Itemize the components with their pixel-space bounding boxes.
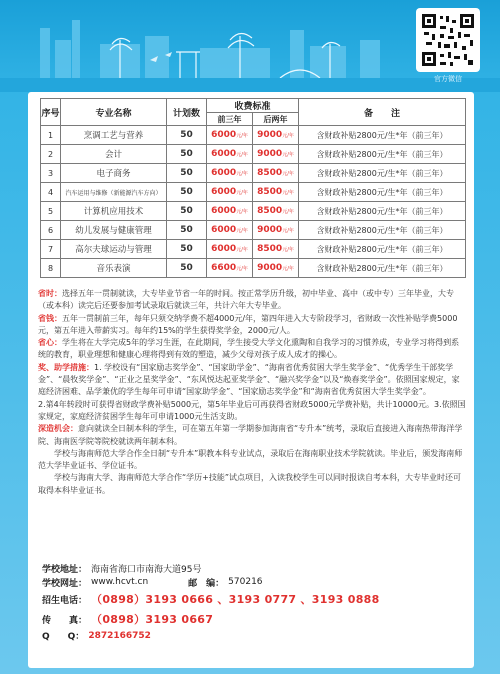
fee-first-value: 6000	[211, 206, 237, 216]
save-time-text: 选择五年一贯制就读，大专毕业节省一年的时间。按正常学历升级，初中毕业、高中（或中专）三年毕业，大专（或本科）读完后还要参加考试录取后就读三年，共计六年大专毕业。	[38, 289, 454, 311]
phone-numbers[interactable]: （0898）3193 0666 、3193 0777 、3193 0888	[91, 593, 380, 606]
fax-label: 传 真：	[42, 615, 88, 626]
phone-row	[42, 589, 462, 609]
address-row	[42, 562, 462, 576]
fee-later-value: 8500	[257, 168, 283, 178]
section-save-money	[38, 313, 466, 338]
fee-later-value: 9000	[257, 130, 283, 140]
table-row	[41, 259, 466, 278]
table-row	[41, 183, 466, 202]
row-major: 计算机应用技术	[61, 202, 167, 221]
table-row	[41, 221, 466, 240]
contact-block	[42, 562, 462, 643]
row-no: 5	[41, 202, 61, 221]
fax-number: （0898）3193 0667	[91, 613, 214, 626]
postcode-label: 邮 编：	[188, 578, 225, 589]
fee-first-value: 6000	[211, 225, 237, 235]
website-label: 学校网址：	[42, 578, 88, 589]
row-note: 含财政补贴2800元/生*年（前三年）	[299, 183, 466, 202]
save-worry-label: 省心：	[38, 338, 62, 348]
fee-unit: 元/年	[236, 152, 248, 158]
row-fee-first	[207, 145, 253, 164]
fee-first-value: 6000	[211, 130, 237, 140]
fee-first-value: 6000	[211, 149, 237, 159]
website-link[interactable]: www.hcvt.cn	[91, 577, 149, 588]
fee-first-value: 6000	[211, 168, 237, 178]
content-card	[28, 92, 474, 668]
fee-later-value: 8500	[257, 206, 283, 216]
fee-later-value: 9000	[257, 263, 283, 273]
row-plan: 50	[167, 164, 207, 183]
row-note: 含财政补贴2800元/生*年（前三年）	[299, 126, 466, 145]
further-study-text: 意向就读全日制本科的学生，可在第五年第一学期参加海南省“专升本”统考，录取后直接进入海南热带海洋学院、海南医学院等院校就读两年制本科。	[38, 424, 463, 446]
fee-unit: 元/年	[236, 228, 248, 234]
row-note: 含财政补贴2800元/生*年（前三年）	[299, 202, 466, 221]
fee-unit: 元/年	[282, 247, 294, 253]
qq-label: Q Q：	[42, 632, 85, 643]
row-major: 烹调工艺与营养	[61, 126, 167, 145]
fee-first-value: 6600	[211, 263, 237, 273]
header-note: 备 注	[299, 99, 466, 126]
qq-number[interactable]: 2872166752	[88, 630, 151, 641]
qq-row	[42, 629, 462, 643]
phone-label: 招生电话：	[42, 595, 88, 606]
row-plan: 50	[167, 221, 207, 240]
row-major: 电子商务	[61, 164, 167, 183]
fee-unit: 元/年	[282, 228, 294, 234]
website-row	[42, 576, 462, 590]
row-fee-first	[207, 183, 253, 202]
fee-unit: 元/年	[236, 171, 248, 177]
header-plan: 计划数	[167, 99, 207, 126]
row-no: 7	[41, 240, 61, 259]
row-fee-first	[207, 240, 253, 259]
row-no: 6	[41, 221, 61, 240]
row-fee-later	[253, 164, 299, 183]
section-further-study-2: 学校与海南师范大学合作全日制“专升本”职教本科专业试点，录取后在海南职业技术学院就读。毕业后，颁发海南师范大学毕业证书、学位证书。	[38, 448, 463, 471]
header-no: 序号	[41, 99, 61, 126]
row-fee-later	[253, 183, 299, 202]
row-no: 2	[41, 145, 61, 164]
row-note: 含财政补贴2800元/生*年（前三年）	[299, 240, 466, 259]
fee-first-value: 6000	[211, 187, 237, 197]
fee-unit: 元/年	[282, 171, 294, 177]
fee-unit: 元/年	[236, 266, 248, 272]
fee-later-value: 9000	[257, 225, 283, 235]
row-plan: 50	[167, 259, 207, 278]
fee-unit: 元/年	[236, 209, 248, 215]
save-money-text: 五年一贯制前三年，每年只须交纳学费不超4000元/年，第四年进入大专阶段学习，省财政一次性补贴学费5000元，第五年进入带薪实习。每年约15%的学生获得奖学金，2000元/人。	[38, 313, 458, 335]
row-fee-later	[253, 145, 299, 164]
fax-row	[42, 609, 462, 629]
header-major: 专业名称	[61, 99, 167, 126]
fee-first-value: 6000	[211, 244, 237, 254]
further-study-label: 深造机会：	[38, 424, 78, 434]
row-note: 含财政补贴2800元/生*年（前三年）	[299, 164, 466, 183]
row-fee-later	[253, 240, 299, 259]
header-fee: 收费标准	[207, 99, 299, 113]
scholarship-label: 奖、助学措施：	[38, 362, 94, 372]
row-major: 音乐表演	[61, 259, 167, 278]
table-row	[41, 126, 466, 145]
table-row	[41, 164, 466, 183]
save-time-label: 省时：	[38, 289, 62, 298]
fee-unit: 元/年	[282, 133, 294, 139]
row-fee-later	[253, 126, 299, 145]
qr-caption: 官方微信	[434, 75, 462, 83]
save-money-label: 省钱：	[38, 313, 62, 323]
section-scholarships	[38, 362, 466, 399]
row-plan: 50	[167, 240, 207, 259]
row-no: 1	[41, 126, 61, 145]
row-major: 汽车运用与维修（新能源汽车方向）	[61, 183, 167, 202]
fee-unit: 元/年	[236, 247, 248, 253]
row-no: 3	[41, 164, 61, 183]
save-worry-text: 学生将在大学完成5年的学习生涯，在此期间，学生接受大学文化熏陶和自我学习的习惯养成，专业学习将得到系统的教育，职业理想和健康心理将得到有效的塑造，减少父母对孩子成人成才的操心。	[38, 338, 460, 360]
header-fee-later: 后两年	[253, 113, 299, 126]
row-note: 含财政补贴2800元/生*年（前三年）	[299, 259, 466, 278]
fee-unit: 元/年	[236, 190, 248, 196]
row-note: 含财政补贴2800元/生*年（前三年）	[299, 145, 466, 164]
fee-later-value: 8500	[257, 244, 283, 254]
info-sections	[38, 288, 466, 497]
row-fee-first	[207, 164, 253, 183]
table-row	[41, 202, 466, 221]
section-further-study-3: 学校与海南大学、海南师范大学合作“学历+技能”试点项目，入读我校学生可以同时报读自考本科，大专毕业时还可取得本科毕业证书。	[38, 473, 461, 495]
row-plan: 50	[167, 145, 207, 164]
section-save-time	[38, 288, 466, 313]
row-no: 8	[41, 259, 61, 278]
row-major: 高尔夫球运动与管理	[61, 240, 167, 259]
row-major: 会计	[61, 145, 167, 164]
fee-unit: 元/年	[282, 190, 294, 196]
row-no: 4	[41, 183, 61, 202]
fee-unit: 元/年	[282, 266, 294, 272]
qr-code-icon	[420, 12, 476, 68]
row-fee-later	[253, 259, 299, 278]
scholarship-text-2: 2.第4年转段时可获得省财政学费补贴5000元，第5年毕业后可再获得省财政5000元学费补贴，共计10000元。3.依照国家规定，家庭经济贫困学生每年可申请1000元生活支助。	[38, 399, 466, 421]
qr-code	[416, 8, 480, 72]
scholarship-text-1: 1. 学校设有“国家励志奖学金”、“国家助学金”、“海南省优秀贫困大学生奖学金”、“优秀学生干部奖学金”、“晨牧奖学金”、“正业之星奖学金”、“东风悦达起亚奖学金”、“融兴奖学金”以及“焕春奖学金”。依照国家规定，家庭经济困难、品学兼优的学生每年可申请“国家助学金”、“国家励志奖学金”和“海南省优秀贫困大学生奖学金”。	[38, 362, 460, 397]
row-fee-first	[207, 126, 253, 145]
row-plan: 50	[167, 126, 207, 145]
row-note: 含财政补贴2800元/生*年（前三年）	[299, 221, 466, 240]
fee-unit: 元/年	[282, 209, 294, 215]
row-fee-later	[253, 221, 299, 240]
fee-later-value: 8500	[257, 187, 283, 197]
table-row	[41, 240, 466, 259]
address-value: 海南省海口市南海大道95号	[91, 565, 202, 576]
section-further-study	[38, 423, 466, 448]
row-fee-first	[207, 221, 253, 240]
row-plan: 50	[167, 183, 207, 202]
row-plan: 50	[167, 202, 207, 221]
address-label: 学校地址：	[42, 565, 88, 576]
fee-unit: 元/年	[282, 152, 294, 158]
table-row	[41, 145, 466, 164]
row-fee-first	[207, 202, 253, 221]
header-fee-first: 前三年	[207, 113, 253, 126]
section-subsidy	[38, 399, 466, 424]
fee-unit: 元/年	[236, 133, 248, 139]
row-fee-later	[253, 202, 299, 221]
fee-later-value: 9000	[257, 149, 283, 159]
row-major: 幼儿发展与健康管理	[61, 221, 167, 240]
postcode-value: 570216	[228, 577, 263, 588]
section-save-worry	[38, 337, 466, 362]
row-fee-first	[207, 259, 253, 278]
fee-table	[40, 98, 466, 278]
